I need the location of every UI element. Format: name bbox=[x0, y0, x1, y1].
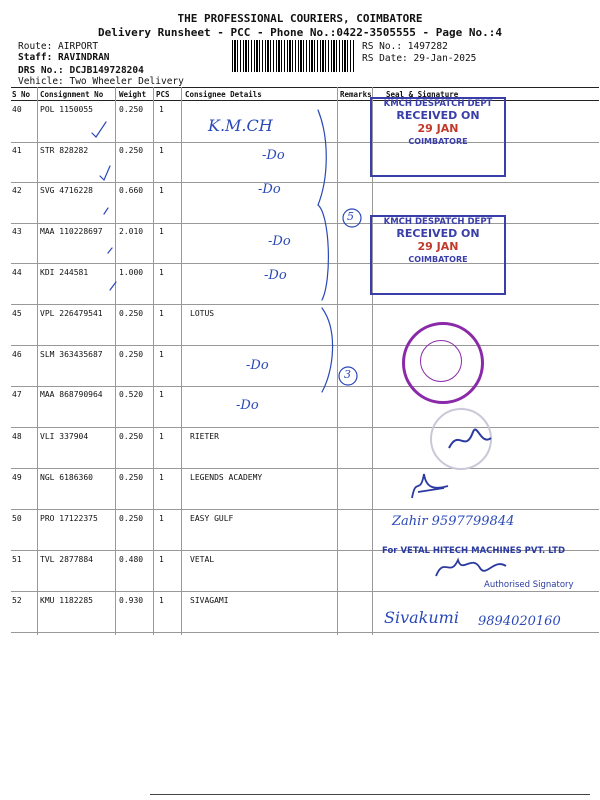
row-sno: 44 bbox=[12, 268, 22, 277]
kmch-received-stamp bbox=[370, 215, 506, 295]
row-pcs: 1 bbox=[159, 105, 164, 114]
stamp-received: RECEIVED ON bbox=[396, 109, 480, 122]
row-weight: 0.520 bbox=[119, 390, 144, 399]
col-weight: Weight bbox=[119, 90, 147, 99]
row-pcs: 1 bbox=[159, 350, 164, 359]
kmch-received-stamp bbox=[370, 97, 506, 177]
col-sno: S No bbox=[12, 90, 31, 99]
row-pcs: 1 bbox=[159, 146, 164, 155]
row-weight: 0.250 bbox=[119, 105, 144, 114]
row-consignment: VPL 226479541 bbox=[40, 309, 103, 318]
row-consignment: SVG 4716228 bbox=[40, 186, 93, 195]
signature-icon bbox=[432, 552, 512, 582]
stamp-dept: KMCH DESPATCH DEPT bbox=[383, 99, 493, 109]
runsheet-subtitle: Delivery Runsheet - PCC - Phone No.:0422-3505555 - Page No.:4 bbox=[98, 26, 502, 39]
tick-mark bbox=[104, 208, 108, 214]
row-consignment: KMU 1182285 bbox=[40, 596, 93, 605]
handwritten-ditto: -Do bbox=[264, 268, 287, 283]
col-remarks: Remarks bbox=[340, 90, 372, 99]
row-pcs: 1 bbox=[159, 186, 164, 195]
row-weight: 0.250 bbox=[119, 309, 144, 318]
row-pcs: 1 bbox=[159, 309, 164, 318]
row-pcs: 1 bbox=[159, 227, 164, 236]
row-weight: 0.250 bbox=[119, 432, 144, 441]
lotus-seal-inner bbox=[420, 340, 462, 382]
stamp-city: COIMBATORE bbox=[408, 137, 468, 146]
row-pcs: 1 bbox=[159, 555, 164, 564]
handwritten-ditto: -Do bbox=[236, 398, 259, 413]
row-weight: 0.660 bbox=[119, 186, 144, 195]
row-consignment: POL 1150055 bbox=[40, 105, 93, 114]
handwritten-kmch: K.M.CH bbox=[208, 116, 273, 135]
row-sno: 43 bbox=[12, 227, 22, 236]
row-weight: 0.480 bbox=[119, 555, 144, 564]
route-label: Route: AIRPORT bbox=[18, 41, 99, 52]
col-seal-signature: Seal & Signature bbox=[386, 90, 459, 99]
row-sno: 45 bbox=[12, 309, 22, 318]
row-consignment: VLI 337904 bbox=[40, 432, 89, 441]
row-consignee: LEGENDS ACADEMY bbox=[190, 473, 263, 482]
row-pcs: 1 bbox=[159, 596, 164, 605]
vetal-company-stamp: For VETAL HITECH MACHINES PVT. LTD bbox=[382, 546, 566, 556]
row-pcs: 1 bbox=[159, 473, 164, 482]
drs-number: DRS No.: DCJB149728204 bbox=[18, 65, 144, 76]
staff-label: Staff: RAVINDRAN bbox=[18, 52, 110, 63]
brace-mark bbox=[318, 110, 328, 300]
row-pcs: 1 bbox=[159, 268, 164, 277]
row-pcs: 1 bbox=[159, 390, 164, 399]
stamp-date: 29 JAN bbox=[417, 240, 459, 253]
rs-date: RS Date: 29-Jan-2025 bbox=[362, 53, 477, 64]
row-consignment: PRO 17122375 bbox=[40, 514, 98, 523]
handwritten-ditto: -Do bbox=[258, 182, 281, 197]
row-weight: 2.010 bbox=[119, 227, 144, 236]
row-consignment: STR 828282 bbox=[40, 146, 89, 155]
stamp-received: RECEIVED ON bbox=[396, 227, 480, 240]
circled-number: 5 bbox=[347, 210, 354, 223]
row-consignee: LOTUS bbox=[190, 309, 215, 318]
row-consignment: MAA 110228697 bbox=[40, 227, 103, 236]
row-weight: 0.250 bbox=[119, 146, 144, 155]
signature-icon bbox=[404, 468, 454, 504]
row-consignment: NGL 6186360 bbox=[40, 473, 93, 482]
signature-icon bbox=[445, 418, 495, 458]
stamp-dept: KMCH DESPATCH DEPT bbox=[383, 217, 493, 227]
authorised-signatory: Authorised Signatory bbox=[484, 580, 574, 590]
row-consignment: MAA 868790964 bbox=[40, 390, 103, 399]
handwritten-phone: 9894020160 bbox=[478, 614, 561, 629]
row-weight: 0.250 bbox=[119, 350, 144, 359]
handwritten-ditto: -Do bbox=[262, 148, 285, 163]
stamp-city: COIMBATORE bbox=[408, 255, 468, 264]
company-title: THE PROFESSIONAL COURIERS, COIMBATORE bbox=[177, 12, 423, 25]
row-sno: 40 bbox=[12, 105, 22, 114]
row-sno: 51 bbox=[12, 555, 22, 564]
handwritten-name: Sivakumi bbox=[384, 608, 459, 627]
row-sno: 46 bbox=[12, 350, 22, 359]
row-consignment: SLM 363435687 bbox=[40, 350, 103, 359]
tick-mark bbox=[108, 248, 112, 253]
row-weight: 1.000 bbox=[119, 268, 144, 277]
row-sno: 52 bbox=[12, 596, 22, 605]
handwritten-ditto: -Do bbox=[246, 358, 269, 373]
row-consignee: EASY GULF bbox=[190, 514, 234, 523]
col-consignee: Consignee Details bbox=[185, 90, 262, 99]
row-consignment: TVL 2877884 bbox=[40, 555, 93, 564]
handwritten-phone: Zahir 9597799844 bbox=[392, 514, 515, 529]
footer-rule bbox=[150, 794, 590, 795]
tick-mark bbox=[92, 122, 106, 137]
row-consignee: RIETER bbox=[190, 432, 219, 441]
row-sno: 41 bbox=[12, 146, 22, 155]
tick-mark bbox=[100, 166, 110, 180]
circled-number: 3 bbox=[344, 368, 351, 381]
col-pcs: PCS bbox=[156, 90, 170, 99]
row-sno: 50 bbox=[12, 514, 22, 523]
row-sno: 47 bbox=[12, 390, 22, 399]
row-weight: 0.250 bbox=[119, 514, 144, 523]
row-sno: 48 bbox=[12, 432, 22, 441]
row-consignment: KDI 244581 bbox=[40, 268, 89, 277]
row-sno: 49 bbox=[12, 473, 22, 482]
row-sno: 42 bbox=[12, 186, 22, 195]
col-consignment: Consignment No bbox=[40, 90, 104, 99]
handwritten-ditto: -Do bbox=[268, 234, 291, 249]
row-consignee: SIVAGAMI bbox=[190, 596, 229, 605]
tick-mark bbox=[110, 282, 116, 290]
rs-number: RS No.: 1497282 bbox=[362, 41, 448, 52]
row-pcs: 1 bbox=[159, 432, 164, 441]
row-weight: 0.930 bbox=[119, 596, 144, 605]
row-pcs: 1 bbox=[159, 514, 164, 523]
brace-mark bbox=[322, 308, 333, 392]
row-weight: 0.250 bbox=[119, 473, 144, 482]
stamp-date: 29 JAN bbox=[417, 122, 459, 135]
vehicle-label: Vehicle: Two Wheeler Delivery bbox=[18, 76, 184, 87]
row-consignee: VETAL bbox=[190, 555, 215, 564]
